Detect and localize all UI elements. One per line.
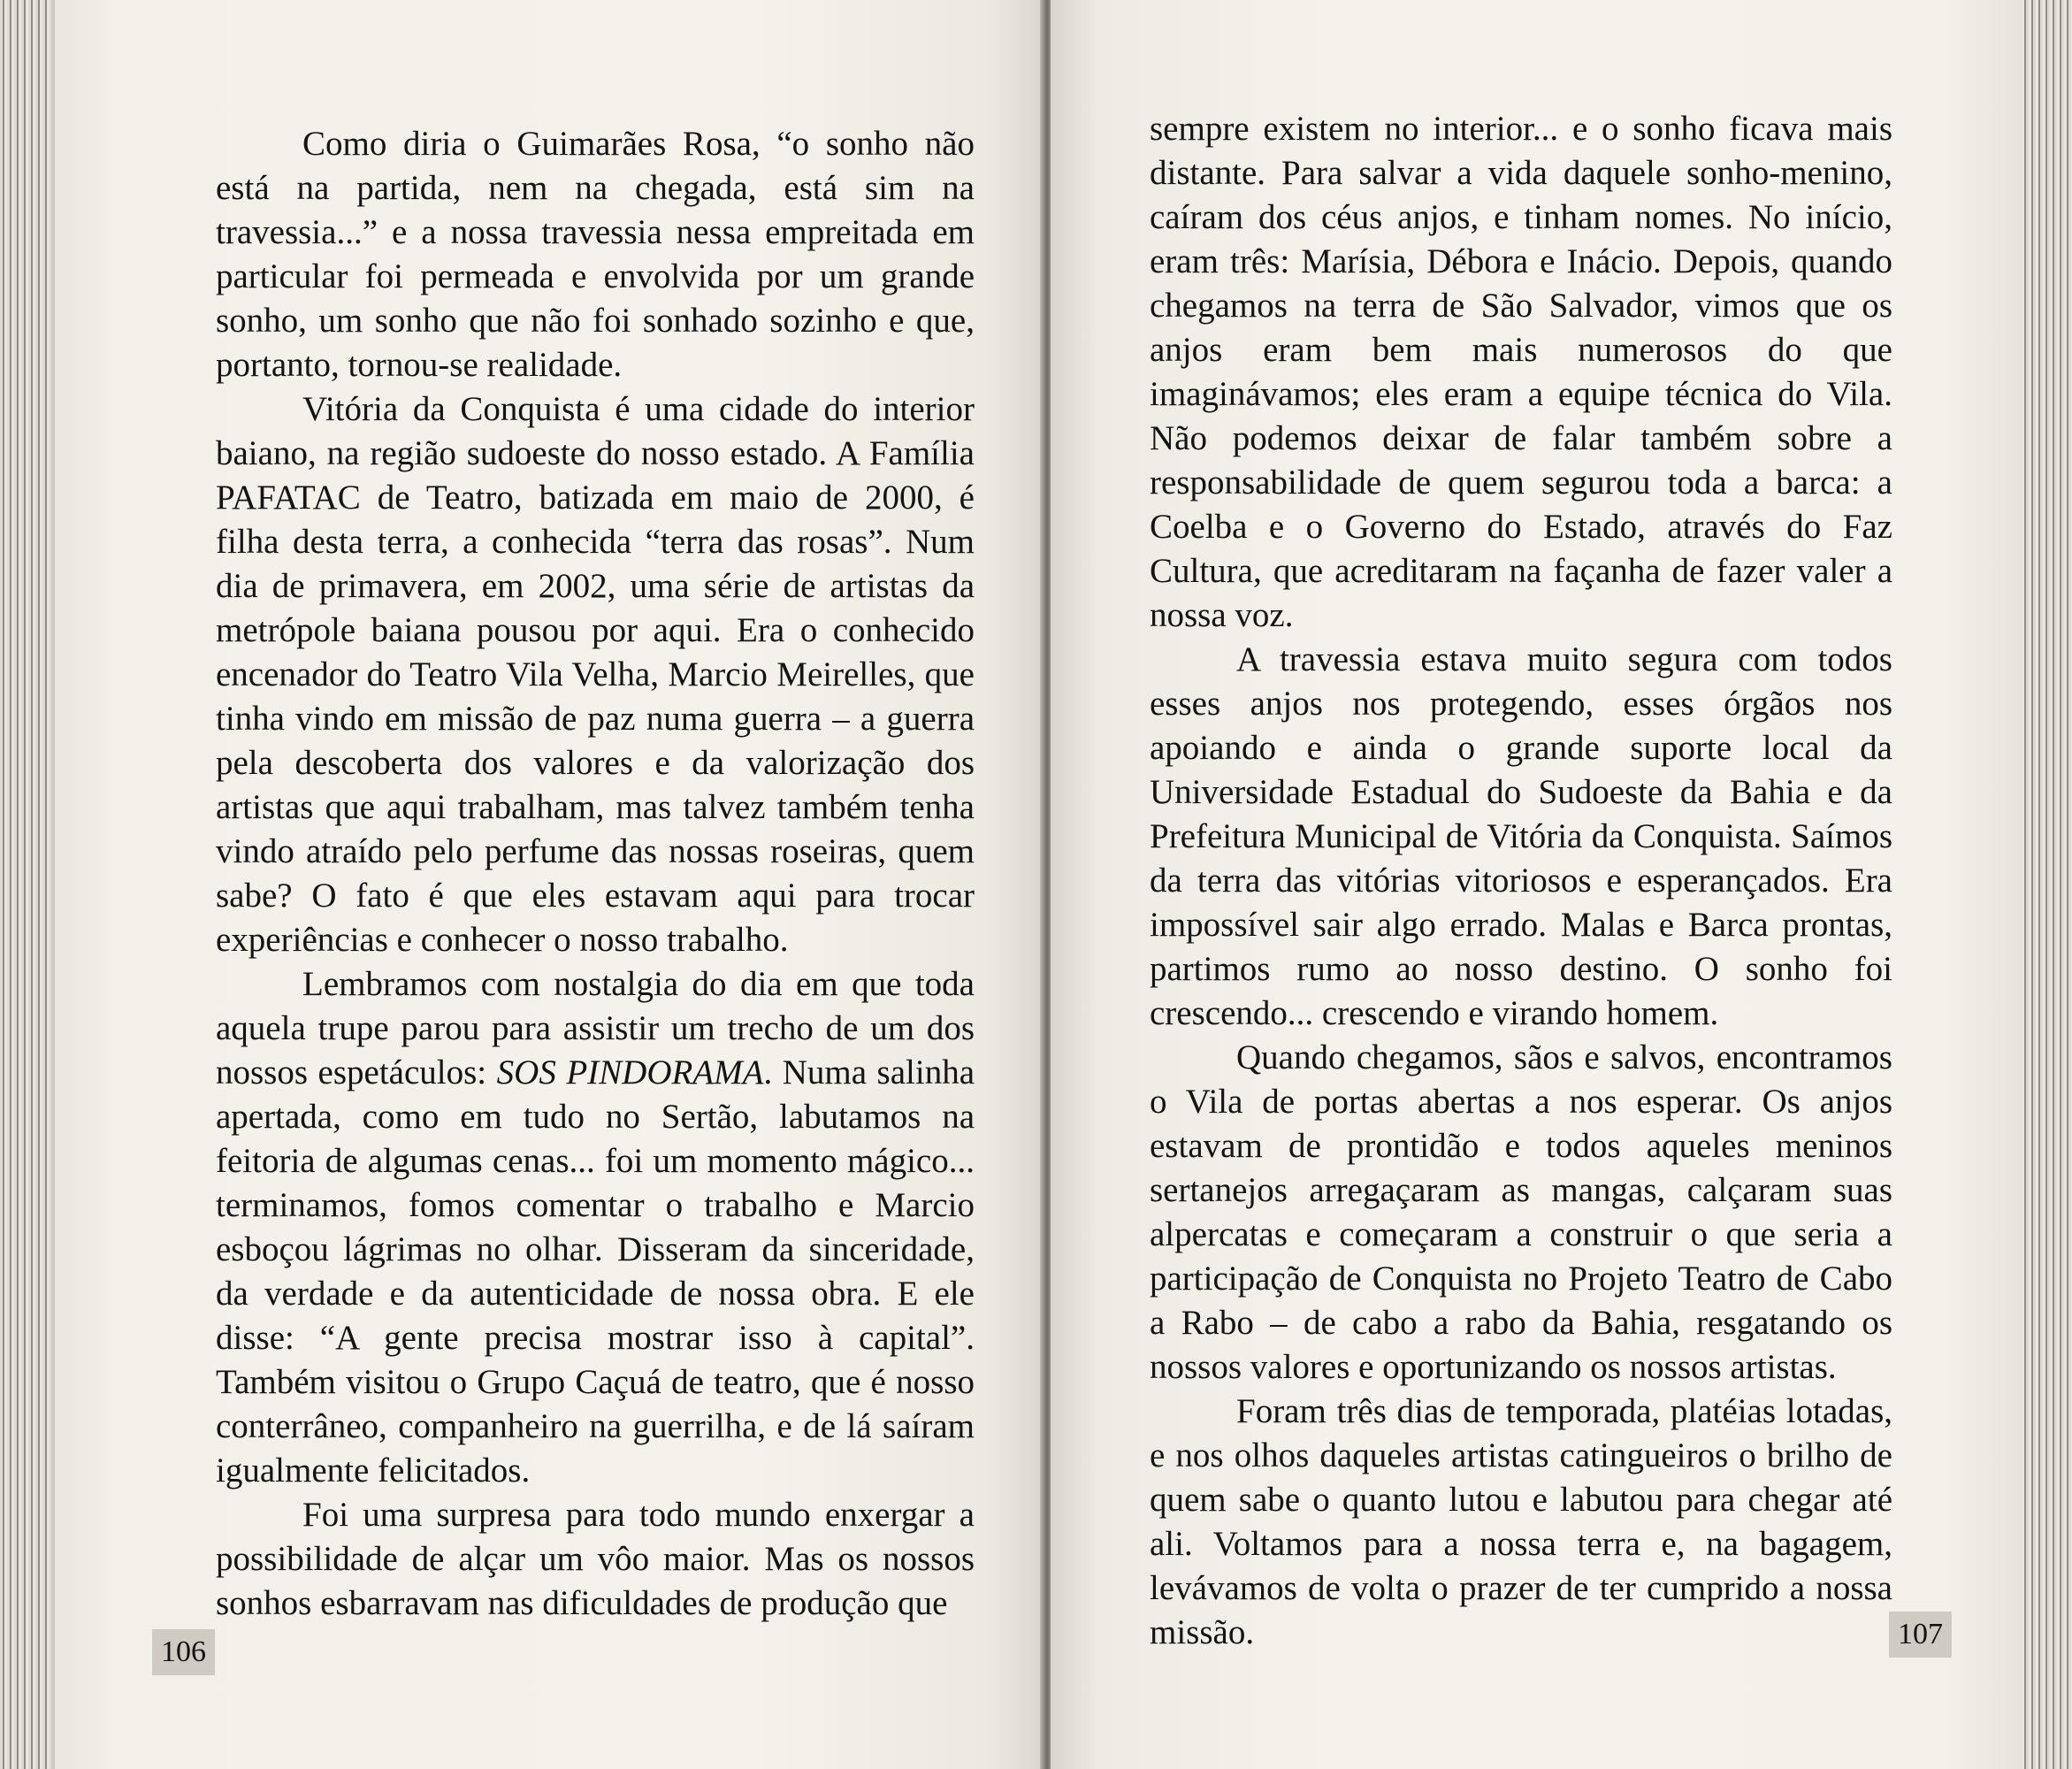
left-page [51,0,1047,1769]
paragraph: Vitória da Conquista é uma cidade do interior baiano, na região sudoeste do nosso estado. A Família PAFATAC de Teatro, batizada em maio de 2000, é filha desta terra, a conhecida “terra das rosas”. Num dia de primavera, em 2002, uma série de artistas da metrópole baiana pousou por aqui. Era o conhecido encenador do Teatro Vila Velha, Marcio Meirelles, que tinha vindo em missão de paz numa guerra – a guerra pela descoberta dos valores e da valorização dos artistas que aqui trabalham, mas talvez também tenha vindo atraído pelo perfume das nossas roseiras, quem sabe? O fato é que eles estavam aqui para trocar experiências e conhecer o nosso trabalho. [216,390,975,959]
page-number: 106 [152,1629,215,1675]
page-edges-left [0,0,51,1769]
paragraph-text: Lembramos com nostalgia do dia em que toda aquela trupe parou para assistir um trecho de um dos nossos espetáculos: [216,965,975,1091]
paragraph: A travessia estava muito segura com todos esses anjos nos protegendo, esses órgãos nos apoiando e ainda o grande suporte local da Universidade Estadual do Sudoeste da Bahia e da Prefeitura Municipal de Vitória da Conquista. Saímos da terra das vitórias vitoriosos e esperançados. Era impossível sair algo errado. Malas e Barca prontas, partimos rumo ao nosso destino. O sonho foi crescendo... crescendo e virando homem. [1150,640,1892,1032]
left-page-text [216,122,975,1626]
paragraph: Quando chegamos, sãos e salvos, encontramos o Vila de portas abertas a nos esperar. Os anjos estavam de prontidão e todos aqueles meninos sertanejos arregaçaram as mangas, calçaram suas alpercatas e começaram a construir o que seria a participação de Conquista no Projeto Teatro de Cabo a Rabo – de cabo a rabo da Bahia, resgatando os nossos valores e oportunizando os nossos artistas. [1150,1038,1892,1386]
paragraph [216,962,975,1493]
paragraph: sempre existem no interior... e o sonho ficava mais distante. Para salvar a vida daquele sonho-menino, caíram dos céus anjos, e tinham nomes. No início, eram três: Marísia, Débora e Inácio. Depois, quando chegamos na terra de São Salvador, vimos que os anjos eram bem mais numerosos do que imaginávamos; eles eram a equipe técnica do Vila. Não podemos deixar de falar também sobre a responsabilidade de quem segurou toda a barca: a Coelba e o Governo do Estado, através do Faz Cultura, que acreditaram na façanha de fazer valer a nossa voz. [1150,110,1892,634]
paragraph: Foram três dias de temporada, platéias lotadas, e nos olhos daqueles artistas catingueiros o brilho de quem sabe o quanto lutou e labutou para chegar até ali. Voltamos para a nossa terra e, na bagagem, levávamos de volta o prazer de ter cumprido a nossa missão. [1150,1392,1892,1651]
right-page [1051,0,2022,1769]
page-edges-right [2022,0,2072,1769]
right-page-text [1150,107,1892,1655]
paragraph: Foi uma surpresa para todo mundo enxergar a possibilidade de alçar um vôo maior. Mas os nossos sonhos esbarravam nas dificuldades de produção que [216,1496,975,1622]
play-title: SOS PINDORAMA [496,1053,764,1091]
paragraph-text: . Numa salinha apertada, como em tudo no Sertão, labutamos na feitoria de algumas cenas... foi um momento mágico... terminamos, fomos comentar o trabalho e Marcio esboçou lágrimas no olhar. Disseram da sinceridade, da verdade e da autenticidade de nossa obra. E ele disse: “A gente precisa mostrar isso à capital”. Também visitou o Grupo Caçuá de teatro, que é nosso conterrâneo, companheiro na guerrilha, e de lá saíram igualmente felicitados. [216,1053,975,1489]
page-number: 107 [1889,1612,1952,1658]
paragraph: Como diria o Guimarães Rosa, “o sonho não está na partida, nem na chegada, está sim na travessia...” e a nossa travessia nessa empreitada em particular foi permeada e envolvida por um grande sonho, um sonho que não foi sonhado sozinho e que, portanto, tornou-se realidade. [216,125,975,384]
